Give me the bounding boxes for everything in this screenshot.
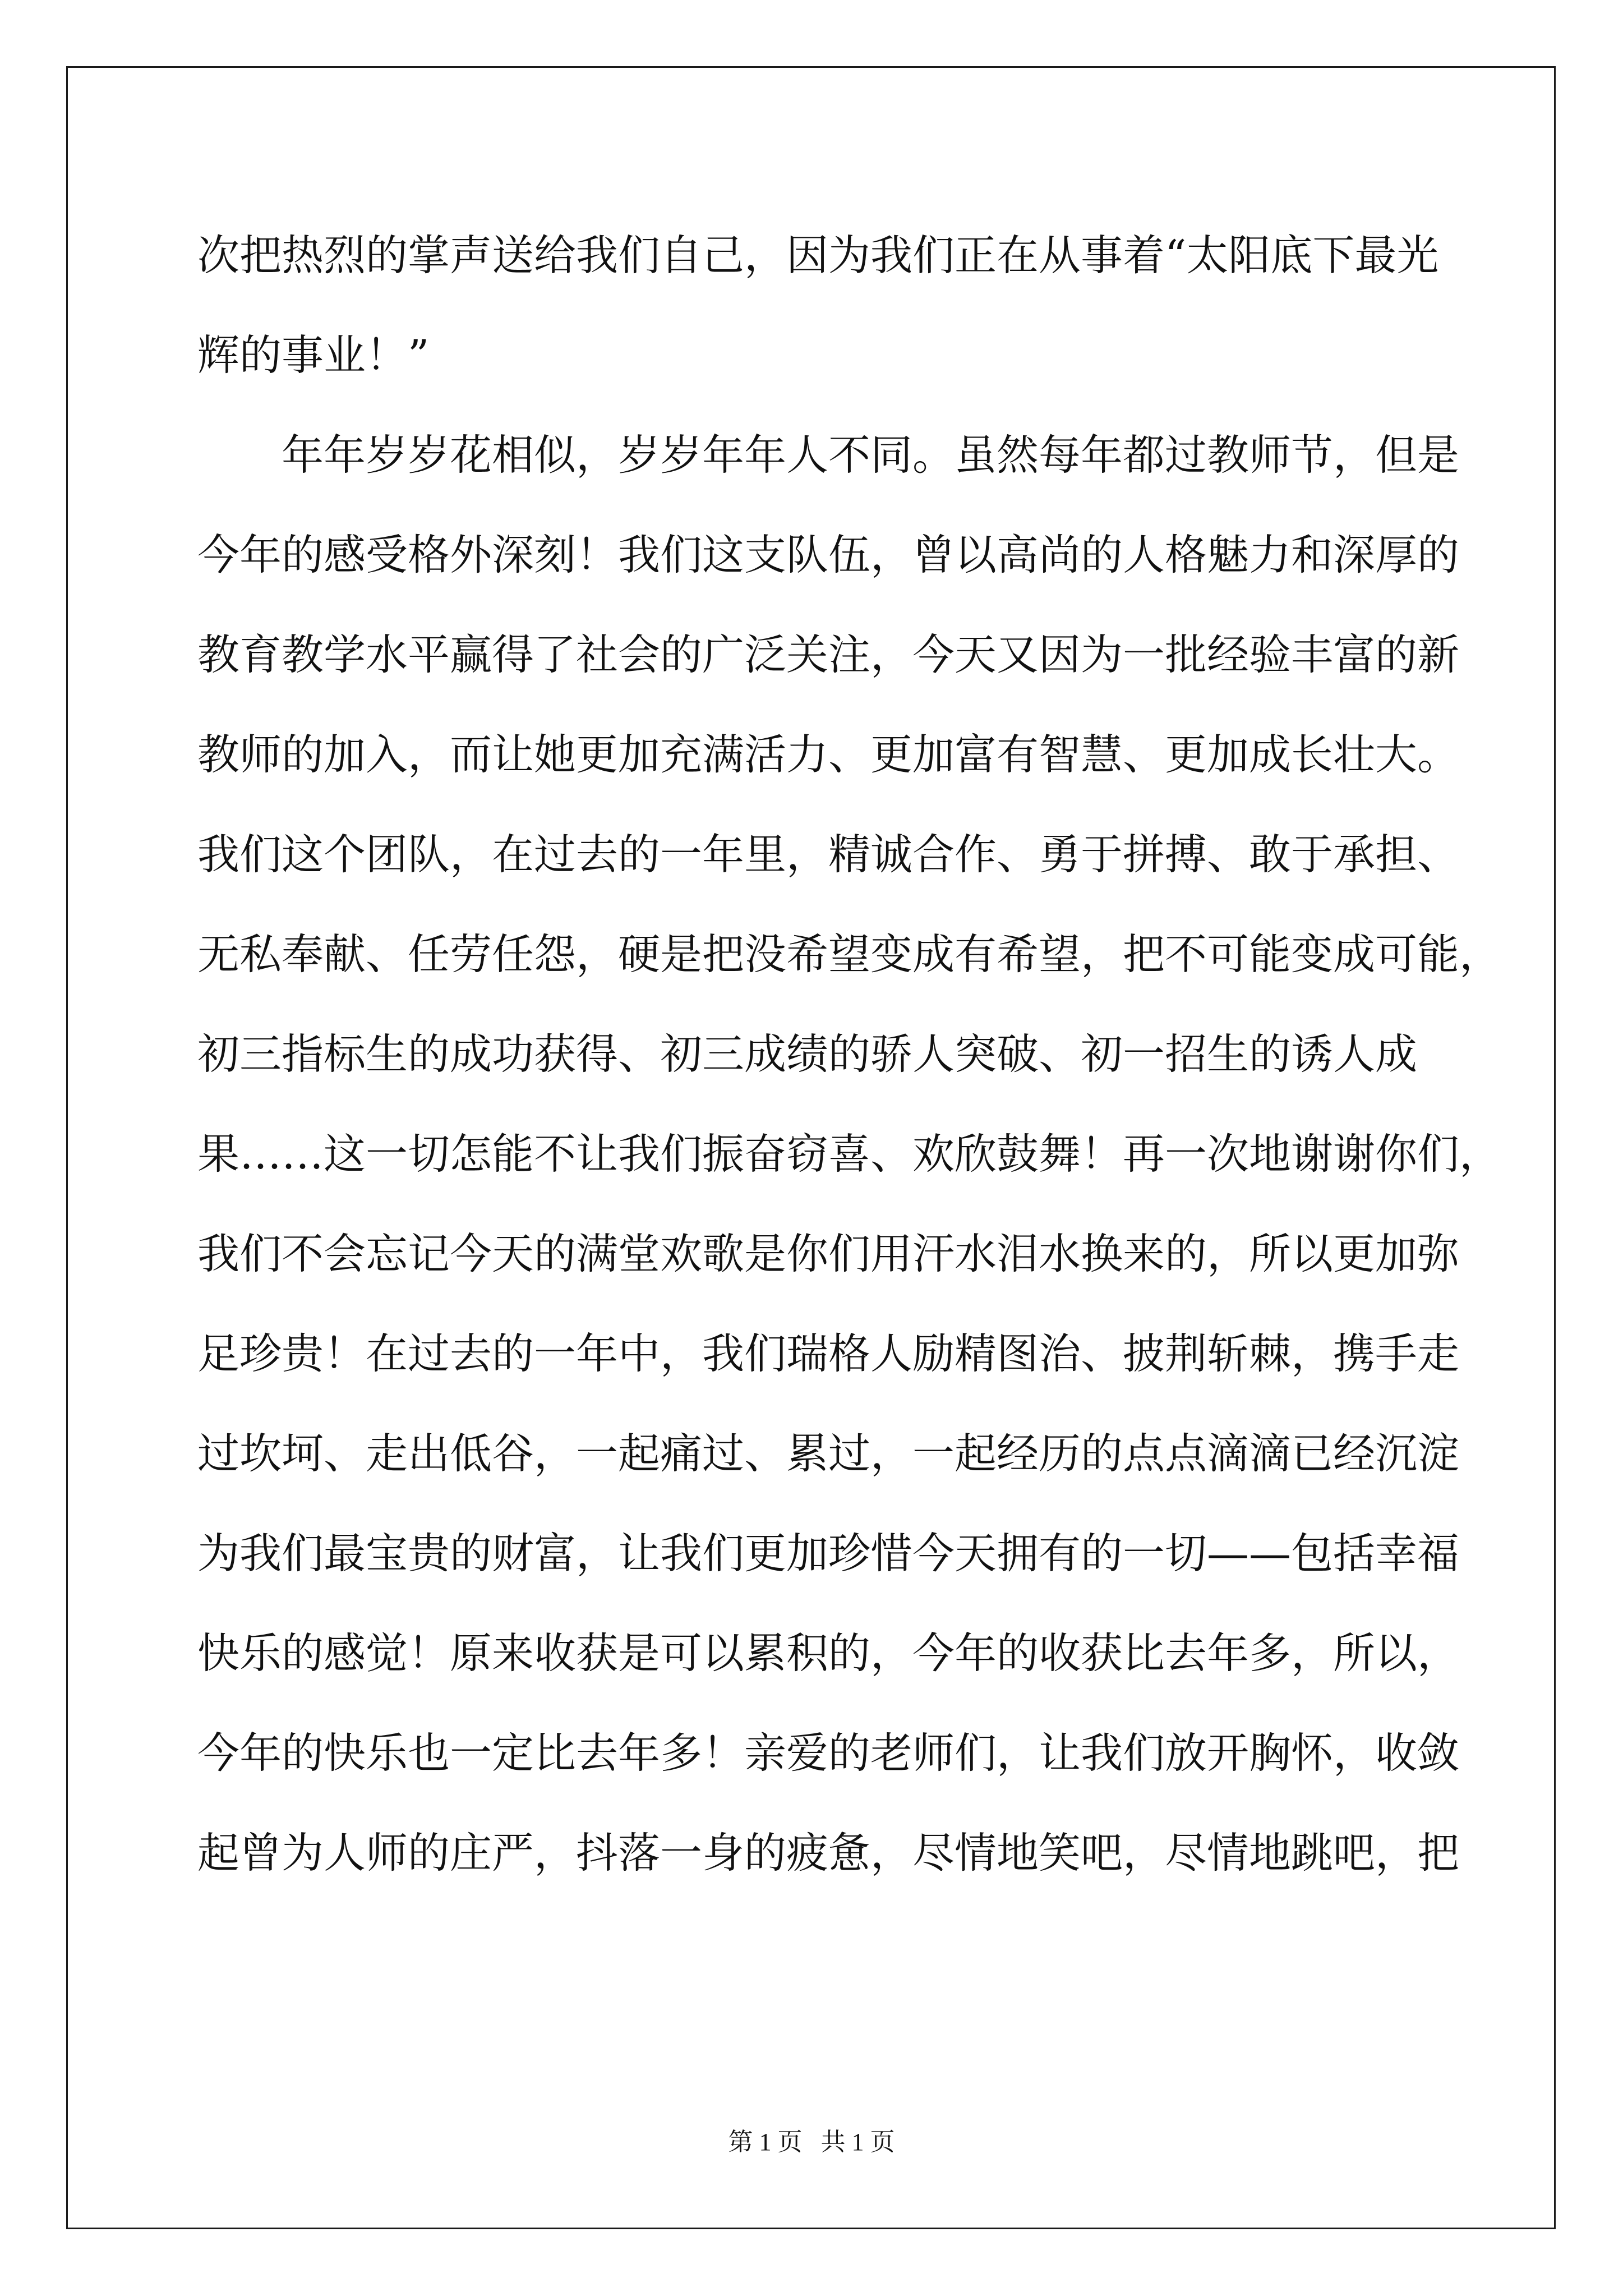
text-line: 辉的事业！” xyxy=(197,330,430,380)
text-line: 初三指标生的成功获得、初三成绩的骄人突破、初一招生的诱人成 xyxy=(197,1029,1418,1079)
text-line: 我们这个团队，在过去的一年里，精诚合作、勇于拼搏、敢于承担、 xyxy=(197,830,1460,879)
page-number-footer: 第 1 页 共 1 页 xyxy=(728,2128,895,2156)
text-line: 我们不会忘记今天的满堂欢歌是你们用汗水泪水换来的，所以更加弥 xyxy=(197,1229,1460,1278)
text-line: 无私奉献、任劳任怨，硬是把没希望变成有希望，把不可能变成可能， xyxy=(197,930,1502,979)
text-line: 今年的快乐也一定比去年多！亲爱的老师们，让我们放开胸怀，收敛 xyxy=(197,1728,1460,1778)
text-line: 今年的感受格外深刻！我们这支队伍，曾以高尚的人格魅力和深厚的 xyxy=(197,530,1460,579)
text-line: 教师的加入，而让她更加充满活力、更加富有智慧、更加成长壮大。 xyxy=(197,730,1460,779)
text-line: 足珍贵！在过去的一年中，我们瑞格人励精图治、披荆斩棘，携手走 xyxy=(197,1329,1460,1378)
document-body xyxy=(197,205,1502,1903)
text-line: 过坎坷、走出低谷，一起痛过、累过，一起经历的点点滴滴已经沉淀 xyxy=(197,1429,1460,1478)
paragraph-first-line: 年年岁岁花相似，岁岁年年人不同。虽然每年都过教师节，但是 xyxy=(282,430,1460,480)
text-line: 快乐的感觉！原来收获是可以累积的，今年的收获比去年多，所以， xyxy=(197,1628,1460,1678)
text-line: 教育教学水平赢得了社会的广泛关注，今天又因为一批经验丰富的新 xyxy=(197,630,1460,679)
text-line: 果……这一切怎能不让我们振奋窃喜、欢欣鼓舞！再一次地谢谢你们， xyxy=(197,1129,1502,1179)
text-line: 为我们最宝贵的财富，让我们更加珍惜今天拥有的一切——包括幸福 xyxy=(197,1529,1460,1578)
text-line: 起曾为人师的庄严，抖落一身的疲惫，尽情地笑吧，尽情地跳吧，把 xyxy=(197,1828,1460,1878)
text-line: 次把热烈的掌声送给我们自己，因为我们正在从事着“太阳底下最光 xyxy=(197,231,1439,280)
